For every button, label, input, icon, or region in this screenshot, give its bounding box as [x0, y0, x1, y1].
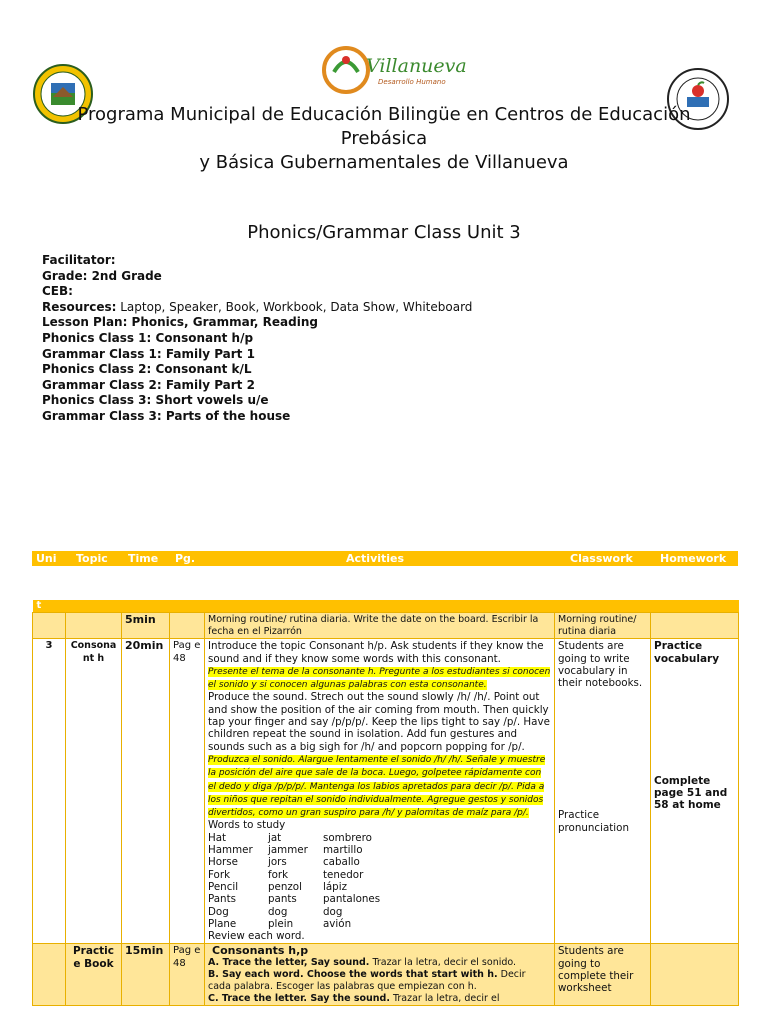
- program-title-line-2: Prebásica: [340, 128, 428, 149]
- activity-produce: Produce the sound. Strech out the sound slowly /h/ /h/. Point out and show the position of the air coming from mouth. Then quickly tap your finger and say /p/p/p/. Keep the lips tight to say /p/. Have children repeat the sound in isolation. Add fun gestures and sounds such as a big sigh for /h/ and popcorn popping for /p/.: [208, 691, 550, 753]
- unit-title: Phonics/Grammar Class Unit 3: [247, 222, 521, 243]
- info-facilitator: Facilitator:: [42, 253, 116, 267]
- header-classwork: Classwork: [570, 552, 633, 565]
- word-row: Hat jat sombrero: [208, 831, 372, 844]
- info-ceb: CEB:: [42, 284, 73, 299]
- activity-intro-es: Presente el tema de la consonante h. Pregunte a los estudiantes si conocen el sonido y si conocen algunas palabras con esta consonante.: [208, 666, 551, 691]
- info-grammar-1: Grammar Class 1: Family Part 1: [42, 346, 255, 361]
- table-row-practice: Practic e Book 15min Pag e 48 Consonants h,p A. Trace the letter, Say sound. Trazar la letra, decir el sonido. B. Say each word. Choose the words that start with h. Decir cada palabra. Escoger las palabras que empiezan con h. C. Trace the letter. Say the sound. Trazar la letra, decir el Students are going to complete their worksheet: [33, 944, 739, 1006]
- practice-classwork: Students are going to complete their worksheet: [555, 944, 651, 1006]
- words-title: Words to study: [208, 819, 286, 832]
- program-title-line-3: y Básica Gubernamentales de Villanueva: [199, 152, 569, 173]
- info-grammar-3: Grammar Class 3: Parts of the house: [42, 408, 291, 423]
- info-lesson-plan: Lesson Plan: Phonics, Grammar, Reading: [42, 315, 318, 330]
- homework-complete: Complete page 51 and 58 at home: [654, 774, 728, 812]
- review-text: Review each word.: [208, 930, 305, 943]
- info-phonics-1: Phonics Class 1: Consonant h/p: [42, 330, 254, 345]
- table-row-routine: 5min Morning routine/ rutina diaria. Write the date on the board. Escribir la fecha en el Pizarrón Morning routine/ rutina diaria: [33, 613, 739, 639]
- svg-text:Desarrollo Humano: Desarrollo Humano: [378, 78, 446, 86]
- villanueva-brand-logo: [320, 42, 467, 100]
- info-grammar-2: Grammar Class 2: Family Part 2: [42, 377, 255, 392]
- word-row: Fork fork tenedor: [208, 868, 364, 881]
- lesson-table: [32, 600, 738, 1006]
- activity-produce-es: Produzca el sonido. Alargue lentamente el sonido /h/ /h/. Señale y muestre la posición del aire que sale de la boca. Luego, golpetee rápidamente con el dedo y diga /p/p/p/. Mantenga los labios apretados para decir /p/. Pida a los niños que repitan el sonido individualmente. Agregue gestos y sonidos divertidos, como un gran suspiro para /h/ y palomitas de maíz para /p/.: [208, 754, 546, 819]
- practice-step-a: A. Trace the letter, Say sound. Trazar la letra, decir el sonido.: [208, 957, 517, 969]
- header-time: Time: [128, 552, 159, 565]
- info-grade: Grade: 2nd Grade: [42, 268, 162, 283]
- word-list: [208, 832, 551, 930]
- header-homework: Homework: [660, 552, 727, 565]
- word-row: Horse jors caballo: [208, 856, 360, 869]
- activity-intro: Introduce the topic Consonant h/p. Ask students if they know the sound and if they know some words with this consonant.: [208, 640, 544, 665]
- classwork-pronunciation: Practice pronunciation: [558, 809, 629, 834]
- table-row-consonant: 3 Consona nt h 20min Pag e 48 Introduce the topic Consonant h/p. Ask students if they know the sound and if they know some words with this consonant. Presente el tema de la consonante h. Pregunte a los estudiantes si conocen el sonido y si conocen algunas palabras con esta consonante. Produce the sound. Strech out the sound slowly /h/ /h/. Point out and show the position of the air coming from mouth. Then quickly tap your finger and say /p/p/p/. Keep the lips tight to say /p/. Have children repeat the sound in isolation. Add fun gestures and sounds such as a big sigh for /h/ and popcorn popping for /p/. Produzca el sonido. Alargue lentamente el sonido /h/ /h/. Señale y muestre la posición del aire que sale de la boca. Luego, golpetee rápidamente con el dedo y diga /p/p/p/. Mantenga los labios apretados para decir /p/. Pida a los niños que repitan el sonido individualmente. Agregue gestos y sonidos divertidos, como un gran suspiro para /h/ y palomitas de maíz para /p/. Words to study Hat jat sombrero Hammer jammer martillo Horse jors caballo Fork fork tenedor Pencil penzol lápiz Pants pants pantalones Dog dog dog Plane plein avión Review each word. Students are going to write vocabulary in their notebooks. Practice pronunciation Practice vocabulary Complete page 51 and 58 at home: [33, 639, 739, 944]
- header-topic: Topic: [76, 552, 108, 565]
- word-row: Dog dog dog: [208, 905, 343, 918]
- header-unit: Uni: [36, 552, 57, 565]
- program-title-line-1: Programa Municipal de Educación Bilingüe en Centros de Educación: [77, 104, 691, 125]
- info-resources: Resources: Laptop, Speaker, Book, Workbook, Data Show, Whiteboard: [42, 299, 473, 314]
- table-header: [32, 551, 738, 566]
- word-row: Hammer jammer martillo: [208, 844, 363, 857]
- word-row: Pants pants pantalones: [208, 893, 381, 906]
- brand-text: Villanueva: [366, 55, 467, 77]
- header-activities: Activities: [346, 552, 405, 565]
- word-row: Pencil penzol lápiz: [208, 880, 347, 893]
- homework-vocab: Practice vocabulary: [654, 640, 720, 665]
- header-page: Pg.: [175, 552, 196, 565]
- info-phonics-3: Phonics Class 3: Short vowels u/e: [42, 393, 269, 408]
- info-phonics-2: Phonics Class 2: Consonant k/L: [42, 362, 252, 377]
- word-row: Plane plein avión: [208, 917, 352, 930]
- practice-step-c: C. Trace the letter. Say the sound. Trazar la letra, decir el: [208, 992, 500, 1004]
- lesson-info: [42, 253, 472, 425]
- header-continuation-row: t: [33, 600, 739, 613]
- practice-heading: Consonants h,p: [212, 944, 309, 958]
- practice-step-b: B. Say each word. Choose the words that start with h. Decir cada palabra. Escoger las palabras que empiezan con h.: [208, 969, 526, 992]
- classwork-write-vocab: Students are going to write vocabulary in their notebooks.: [558, 640, 643, 690]
